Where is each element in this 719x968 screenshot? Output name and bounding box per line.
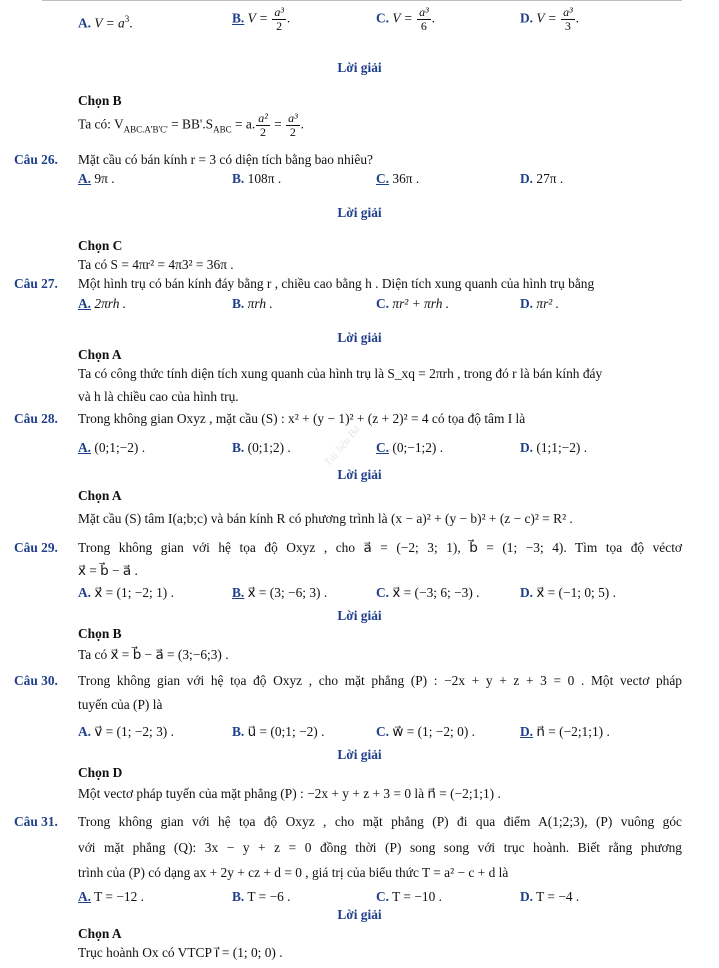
q30-work: Một vectơ pháp tuyến của mặt phẳng (P) : −2x + y + z + 3 = 0 là n⃗ = (−2;1;1) . (78, 786, 501, 801)
q29-option-c: C. x⃗ = (−3; 6; −3) . (376, 585, 480, 600)
q26-answer: Chọn C (78, 238, 123, 253)
q29-option-b: B. x⃗ = (3; −6; 3) . (232, 585, 328, 600)
q30-number: Câu 30. (14, 673, 58, 688)
q27-number: Câu 27. (14, 276, 58, 291)
q26-option-c: C. 36π . (376, 171, 420, 186)
prev-solution-heading: Lời giải (337, 60, 382, 75)
q27-work-1: Ta có công thức tính diện tích xung quanh của hình trụ là S_xq = 2πrh , trong đó r là bán kính đáy (78, 366, 603, 381)
q31-number: Câu 31. (14, 814, 58, 829)
q29-text-2: x⃗ = b⃗ − a⃗ . (78, 563, 138, 578)
q29-option-d: D. x⃗ = (−1; 0; 5) . (520, 585, 616, 600)
q28-option-d: D. (1;1;−2) . (520, 440, 588, 455)
q27-option-d: D. πr² . (520, 296, 560, 311)
q26-option-b: B. 108π . (232, 171, 282, 186)
q31-option-a: A. T = −12 . (78, 889, 144, 904)
q31-text-2: với mặt phẳng (Q): 3x − y + z = 0 đồng thời (P) song song với trục hoành. Biết rằng phương (78, 840, 682, 855)
q30-option-c: C. w⃗ = (1; −2; 0) . (376, 724, 475, 739)
q26-work: Ta có S = 4πr² = 4π3² = 36π . (78, 257, 234, 272)
prev-work: Ta có: $V_{ABC.A'B'C'} = BB'.S_{ABC} = a$. $\frac{\text{a²}}{2}$ = $\frac{\text{a³}}{2}$ . (78, 111, 305, 139)
q26-option-d: D. 27π . (520, 171, 564, 186)
q30-text-1: Trong không gian với hệ tọa độ Oxyz , cho mặt phẳng (P) : −2x + y + z + 3 = 0 . Một vectơ pháp (78, 673, 682, 688)
q29-number: Câu 29. (14, 540, 58, 555)
q30-option-b: B. u⃗ = (0;1; −2) . (232, 724, 325, 739)
prev-option-a: A. $V = a^3$. (78, 14, 133, 31)
q29-option-a: A. x⃗ = (1; −2; 1) . (78, 585, 174, 600)
q31-option-d: D. T = −4 . (520, 889, 580, 904)
q28-number: Câu 28. (14, 411, 58, 426)
q30-option-d: D. n⃗ = (−2;1;1) . (520, 724, 610, 739)
prev-option-c: C. V = $\frac{\text{a³}}{6}$ . (376, 5, 436, 33)
prev-option-b: B. V = $\frac{\text{a³}}{2}$ . (232, 5, 291, 33)
q27-text: Một hình trụ có bán kính đáy bằng r , chiều cao bằng h . Diện tích xung quanh của hình trụ bằng (78, 276, 595, 291)
q27-work-2: và h là chiều cao của hình trụ. (78, 389, 239, 404)
q31-answer: Chọn A (78, 926, 122, 941)
top-rule (42, 0, 682, 1)
q28-option-b: B. (0;1;2) . (232, 440, 291, 455)
q27-option-c: C. πr² + πrh . (376, 296, 450, 311)
prev-option-d: D. V = $\frac{\text{a³}}{3}$ . (520, 5, 580, 33)
q26-option-a: A. 9π . (78, 171, 115, 186)
q31-solution-heading: Lời giải (337, 907, 382, 922)
q28-text: Trong không gian Oxyz , mặt cầu (S) : x² + (y − 1)² + (z + 2)² = 4 có tọa độ tâm I là (78, 411, 526, 426)
q31-option-b: B. T = −6 . (232, 889, 291, 904)
q26-number: Câu 26. (14, 152, 58, 167)
q31-option-c: C. T = −10 . (376, 889, 442, 904)
q27-option-b: B. πrh . (232, 296, 273, 311)
q29-answer: Chọn B (78, 626, 122, 641)
q27-answer: Chọn A (78, 347, 122, 362)
q30-text-2: tuyến của (P) là (78, 697, 163, 712)
q26-solution-heading: Lời giải (337, 205, 382, 220)
q28-solution-heading: Lời giải (337, 467, 382, 482)
watermark: Tài liệu Bá (322, 423, 363, 469)
q31-text-1: Trong không gian với hệ tọa độ Oxyz , cho mặt phẳng (P) đi qua điểm A(1;2;3), (P) vuông góc (78, 814, 682, 829)
q28-option-c: C. (0;−1;2) . (376, 440, 444, 455)
q26-text: Mặt cầu có bán kính r = 3 có diện tích bằng bao nhiêu? (78, 152, 373, 167)
q28-answer: Chọn A (78, 488, 122, 503)
q28-work: Mặt cầu (S) tâm I(a;b;c) và bán kính R có phương trình là (x − a)² + (y − b)² + (z − c)² = R² . (78, 511, 573, 526)
q28-option-a: A. (0;1;−2) . (78, 440, 146, 455)
q29-text-1: Trong không gian với hệ tọa độ Oxyz , cho a⃗ = (−2; 3; 1), b⃗ = (1; −3; 4). Tìm tọa độ véctơ (78, 540, 682, 555)
q29-work: Ta có x⃗ = b⃗ − a⃗ = (3;−6;3) . (78, 647, 229, 662)
q29-solution-heading: Lời giải (337, 608, 382, 623)
q30-answer: Chọn D (78, 765, 123, 780)
q31-text-3: trình của (P) có dạng ax + 2y + cz + d = 0 , giá trị của biểu thức T = a² − c + d là (78, 865, 509, 880)
q31-work: Trục hoành Ox có VTCP i⃗ = (1; 0; 0) . (78, 945, 283, 960)
q27-solution-heading: Lời giải (337, 330, 382, 345)
q30-solution-heading: Lời giải (337, 747, 382, 762)
q30-option-a: A. v⃗ = (1; −2; 3) . (78, 724, 174, 739)
q27-option-a: A. 2πrh . (78, 296, 127, 311)
prev-answer: Chọn B (78, 93, 122, 108)
